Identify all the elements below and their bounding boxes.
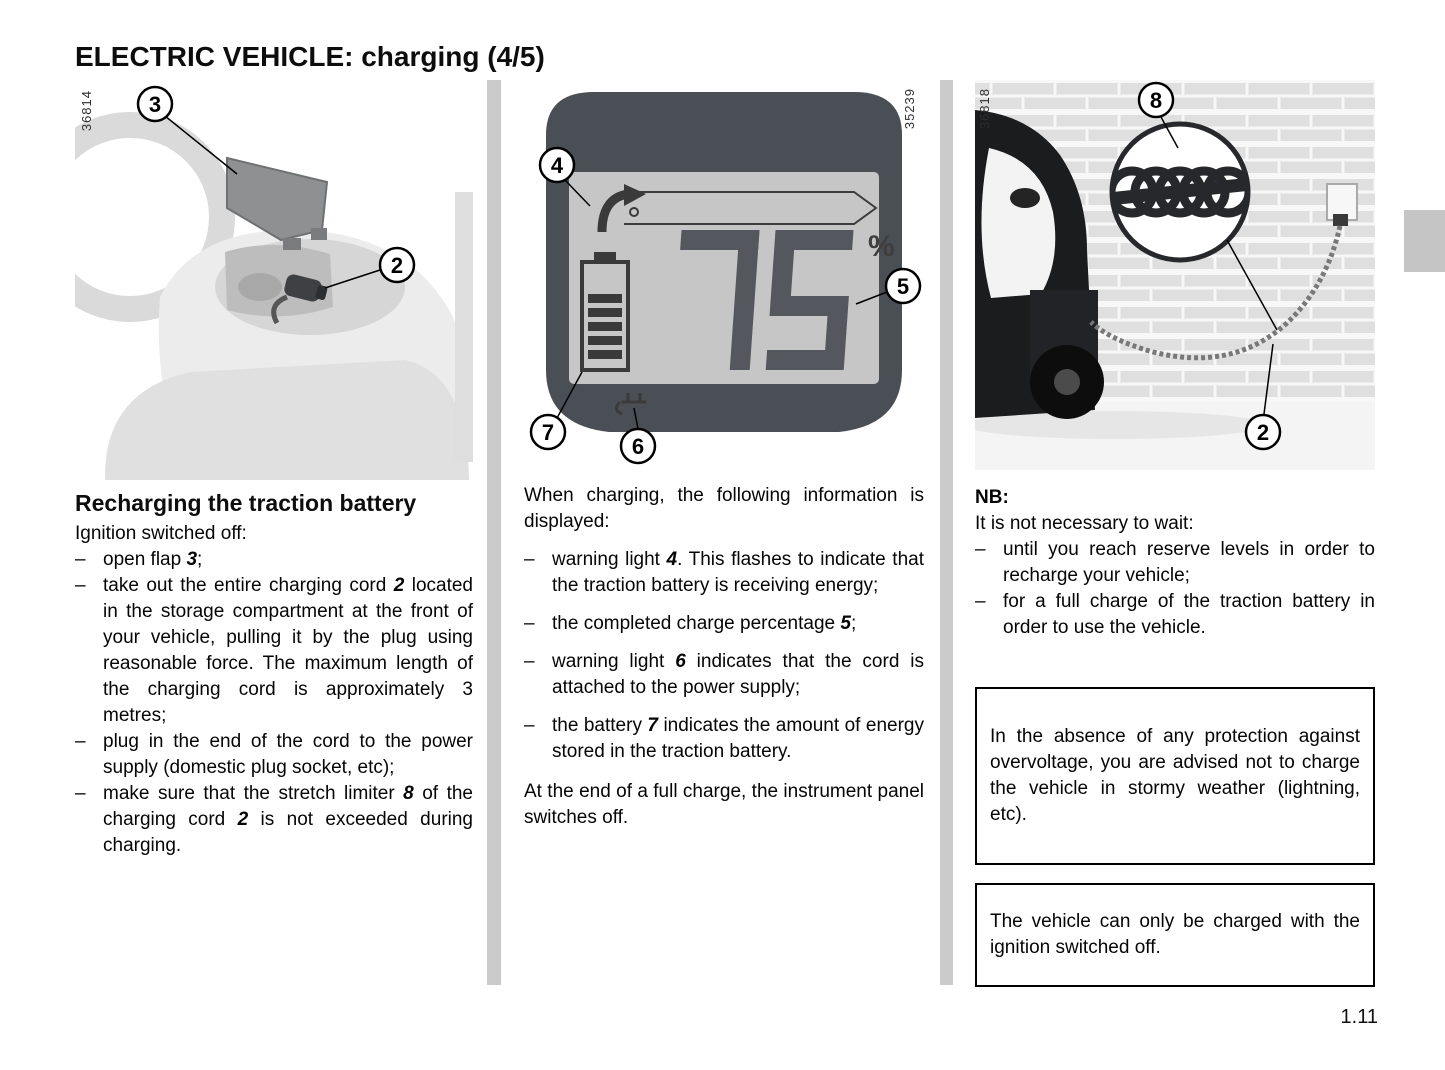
nb-intro: It is not necessary to wait:: [975, 513, 1194, 534]
list-item: [975, 589, 1375, 641]
body-panel-edge: [455, 192, 473, 462]
floor-shadow: [975, 411, 1265, 439]
svg-text:8: 8: [1149, 88, 1163, 113]
list-item-text: plug in the end of the cord to the power supply (domestic plug socket, etc);: [103, 731, 473, 778]
column-middle: [524, 80, 924, 850]
dash-marker: –: [975, 591, 986, 612]
vehicle-lower-body-shape: [105, 360, 469, 480]
list-item: [524, 547, 924, 599]
left-text-block: [75, 490, 473, 859]
svg-text:6: 6: [631, 434, 645, 459]
list-item: [75, 781, 473, 859]
middle-outro: At the end of a full charge, the instrument panel switches off.: [524, 781, 924, 828]
dash-marker: –: [524, 549, 535, 570]
callout-5: [886, 269, 920, 303]
list-item: [524, 611, 924, 637]
list-item: [75, 573, 473, 729]
list-item: [75, 547, 473, 573]
callout-7: [531, 415, 565, 449]
flap-shape: [227, 158, 327, 240]
nb-text-block: [975, 485, 1375, 641]
warning-box-overvoltage: In the absence of any protection against overvoltage, you are advised not to charge the vehicle in stormy weather (lightning, etc).: [975, 687, 1375, 865]
figure-flap-and-cord: [75, 82, 473, 480]
list-item-text: until you reach reserve levels in order to recharge your vehicle;: [1003, 539, 1375, 586]
dash-marker: –: [75, 731, 86, 752]
left-intro: Ignition switched off:: [75, 523, 247, 544]
headlight: [1010, 188, 1040, 208]
list-item-text: the completed charge percentage 5;: [552, 613, 857, 634]
callout-2: [1246, 415, 1280, 449]
column-divider-right: [940, 80, 953, 985]
dash-marker: –: [524, 715, 535, 736]
column-divider-left: [487, 80, 501, 985]
svg-text:2: 2: [390, 253, 404, 278]
list-item-text: the battery 7 indicates the amount of energy stored in the traction battery.: [552, 715, 925, 762]
middle-intro: When charging, the following information is displayed:: [524, 485, 924, 532]
list-item-text: take out the entire charging cord 2 located in the storage compartment at the front of your vehicle, pulling it by the plug using reasonable force. The maximum length of the charging cord is approximately 3 metres;: [103, 575, 473, 726]
dash-marker: –: [75, 575, 86, 596]
warning-box-ignition: The vehicle can only be charged with the ignition switched off.: [975, 883, 1375, 987]
svg-text:4: 4: [550, 153, 564, 178]
nb-label: NB:: [975, 487, 1009, 508]
figure-id-label: 36818: [977, 88, 992, 130]
flap-tab: [311, 228, 327, 240]
callout-8: [1139, 83, 1173, 117]
dash-marker: –: [975, 539, 986, 560]
svg-text:7: 7: [541, 420, 555, 445]
list-item: [524, 649, 924, 701]
compartment-recess: [238, 273, 282, 301]
percent-sign: %: [868, 230, 895, 263]
list-item-text: warning light 4. This flashes to indicate that the traction battery is receiving energy;: [552, 549, 924, 596]
list-item-text: for a full charge of the traction battery in order to use the vehicle.: [1003, 591, 1375, 638]
dash-marker: –: [75, 549, 86, 570]
wheel-hub: [1054, 369, 1080, 395]
figure-id-label: 35239: [902, 88, 917, 130]
callout-2: [380, 248, 414, 282]
callout-6: [621, 429, 655, 463]
callout-3: [138, 87, 172, 121]
list-item: [975, 537, 1375, 589]
instrument-panel-illustration: [524, 80, 924, 465]
section-edge-tab: [1404, 210, 1445, 272]
column-right: [975, 80, 1375, 987]
list-item-text: make sure that the stretch limiter 8 of the charging cord 2 is not exceeded during charging.: [103, 783, 474, 856]
flap-tab: [283, 238, 301, 250]
list-item: [524, 713, 924, 765]
section-heading: Recharging the traction battery: [75, 490, 417, 516]
list-item-text: warning light 6 indicates that the cord is attached to the power supply;: [552, 651, 925, 698]
figure-id-label: 36814: [79, 90, 94, 132]
svg-text:3: 3: [148, 92, 162, 117]
middle-text-block: [524, 483, 924, 831]
figure-instrument-panel: [524, 80, 924, 465]
socket-plug: [1333, 214, 1348, 226]
dash-marker: –: [524, 613, 535, 634]
dash-marker: –: [75, 783, 86, 804]
list-item: [75, 729, 473, 781]
page-title: ELECTRIC VEHICLE: charging (4/5): [75, 40, 545, 72]
list-item-text: open flap 3;: [103, 549, 203, 570]
figure-vehicle-charging: [975, 80, 1375, 470]
svg-text:5: 5: [896, 274, 910, 299]
dash-marker: –: [524, 651, 535, 672]
callout-4: [540, 148, 574, 182]
svg-text:2: 2: [1256, 420, 1270, 445]
page-number: 1.11: [1340, 1006, 1378, 1028]
charging-photo-illustration: [975, 80, 1375, 470]
column-left: [75, 82, 473, 859]
flap-illustration: [75, 82, 473, 480]
